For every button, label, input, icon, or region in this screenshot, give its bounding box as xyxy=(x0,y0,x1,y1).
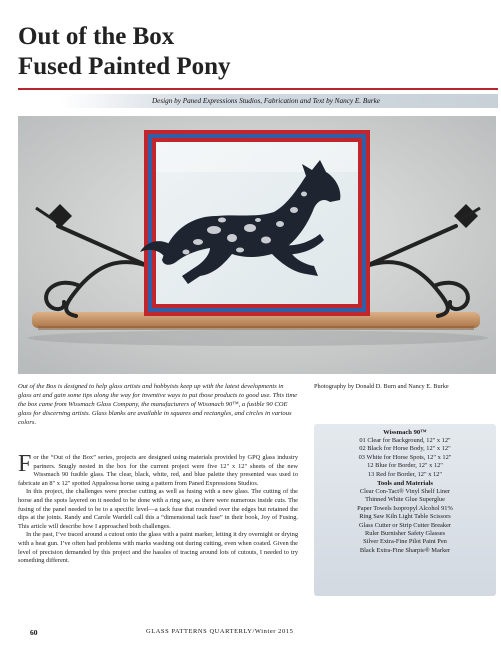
project-photo xyxy=(18,116,496,374)
tools-line: Ring Saw Kiln Light Table Scissors xyxy=(359,513,451,521)
title-rule xyxy=(18,88,498,90)
title-line-2: Fused Painted Pony xyxy=(18,53,231,80)
title-line-1: Out of the Box xyxy=(18,23,175,50)
sidebar-heading: Wissmach 90™ xyxy=(383,429,427,436)
tools-heading: Tools and Materials xyxy=(377,480,433,488)
tools-line: Thinned White Glue Superglue xyxy=(365,496,445,504)
paragraph-3: In the past, I’ve traced around a cutout onto the glass with a paint marker, letting it dry overnight or drying with a heat gun. I’ve often had problems with marks washing out during cutting, even when coated. Given the level of precision demanded by this project and the hassles of tracing around lots of cutouts, I needed to try something different. xyxy=(18,531,298,565)
tools-line: Glass Cutter or Strip Cutter Breaker xyxy=(358,521,452,529)
tools-line: Ruler Burnisher Safety Glasses xyxy=(364,530,446,538)
paragraph-2: In this project, the challenges were precise cutting as well as fusing with a new glass. The cutting of the horse and the spots layered on it needed to be done with a ring saw, as there were numerous inside cuts. The fusing of the panel needed to be to a specific level—a tack fuse that rounded over the edges but retained the dips at the joints. Randy and Carole Wardell call this a “dimensional tack fuse” in their book, Joy of Fusing. This article will describe how I approached both challenges. xyxy=(18,488,298,530)
tools-line: Clear Con-Tact® Vinyl Shelf Liner xyxy=(359,488,451,496)
photo-credit: Photography by Donald D. Burn and Nancy E. Burke xyxy=(314,383,449,390)
publication-footer: GLASS PATTERNS QUARTERLY/Winter 2015 xyxy=(146,628,294,635)
tools-line: Silver Extra-Fine Pilot Paint Pen xyxy=(363,538,447,546)
design-credit: Design by Paned Expressions Studios, Fabrication and Text by Nancy E. Burke xyxy=(151,97,380,105)
glass-item: 13 Red for Border, 12" x 12" xyxy=(367,470,442,478)
glass-item: 01 Clear for Background, 12" x 12" xyxy=(359,437,451,444)
credit-bar xyxy=(60,94,498,108)
article-body xyxy=(18,451,298,566)
glass-item: 12 Blue for Border, 12" x 12" xyxy=(367,462,443,470)
page-number: 60 xyxy=(30,628,38,637)
article-title xyxy=(18,22,488,82)
paragraph-1-text: or the “Out of the Box” series, projects are designed using materials provided by GPQ glass industry partners. Snugly nested in the box for the current project were five 12" x 12" sheets of the new Wissmach 90 fusible glass. The clear, black, white, red, and blue palette they presented was used to fabricate an 8" x 12" spotted Appaloosa horse using a pattern from Paned Expressions Studios. xyxy=(18,454,298,487)
tools-line: Black Extra-Fine Sharpie® Marker xyxy=(359,546,451,554)
tools-line: Paper Towels Isopropyl Alcohol 91% xyxy=(357,504,453,512)
glass-item: 03 White for Horse Spots, 12" x 12" xyxy=(358,453,452,461)
paragraph-1 xyxy=(18,451,298,488)
materials-sidebar xyxy=(314,424,496,596)
drop-cap: F xyxy=(18,451,32,477)
intro-paragraph: Out of the Box is designed to help glass artists and hobbyists keep up with the latest developments in glass art and gain some tips along the way for inventive ways to put those products to good use. This time the box came from Wissmach Glass Company, the manufacturers of Wissmach 90™, a fusible 90 COE glass for discerning artists. Glass blanks are available in squares and rectangles, and circles in various colors. xyxy=(18,383,298,426)
glass-item: 02 Black for Horse Body, 12" x 12" xyxy=(359,445,451,453)
